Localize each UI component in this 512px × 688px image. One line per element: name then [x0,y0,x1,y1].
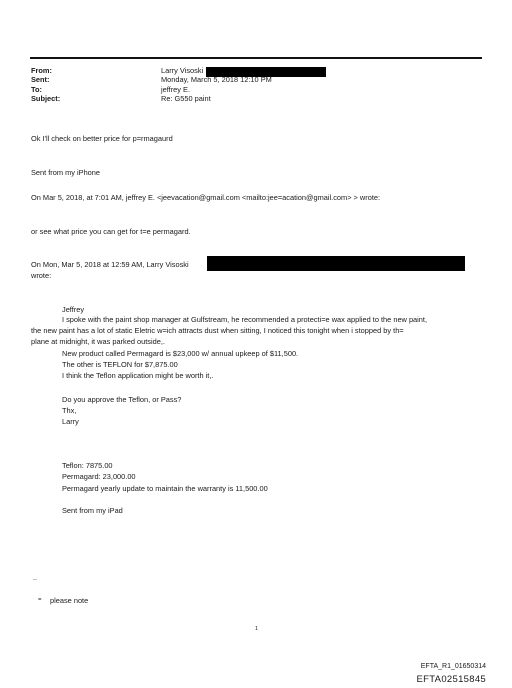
sent-row [31,76,326,85]
quoted-line: Jeffrey [62,305,85,314]
document-id: EFTA_R1_01650314 [420,663,486,670]
from-label: From: [31,66,52,76]
to-label: To: [31,84,42,94]
sent-value: Monday, March 5, 2018 12:10 PM [161,75,272,85]
email-header [31,67,326,104]
ellipsis-mark: .. [33,573,38,582]
quoted-line: Permagard yearly update to maintain the warranty is 11,500.00 [62,484,268,493]
body-line: On Mar 5, 2018, at 7:01 AM, jeffrey E. <jeevacation@gmail.com <mailto:jee=acation@gmail.com> > wrote: [31,193,381,202]
quoted-line: I think the Teflon application might be worth it,. [62,371,214,380]
body-line: On Mon, Mar 5, 2018 at 12:59 AM, Larry Visoski [31,260,189,269]
bullet-mark: = [38,597,42,603]
page-number: 1 [255,626,259,632]
quoted-line: Thx, [62,406,77,415]
sent-label: Sent: [31,75,50,85]
quoted-line: Teflon: 7875.00 [62,461,113,470]
subject-label: Subject: [31,93,61,103]
quoted-line: plane at midnight, it was parked outside,. [31,337,165,346]
body-line: Ok I'll check on better price for p=rmagaurd [31,134,173,143]
from-value: Larry Visoski [161,66,204,76]
quoted-line: the new paint has a lot of static Eletric w=ich attracts dust when sitting, I noticed this tonight when i stopped by th= [31,326,404,335]
body-line: wrote: [31,271,52,280]
body-line: or see what price you can get for t=e permagard. [31,227,191,236]
quoted-line: New product called Permagard is $23,000 w/ annual upkeep of $11,500. [62,349,299,358]
to-value: jeffrey E. [161,84,191,94]
note-line: please note [50,596,89,605]
quoted-line: Do you approve the Teflon, or Pass? [62,395,182,404]
bates-number: EFTA02515845 [416,674,486,685]
subject-value: Re: G550 paint [161,93,211,103]
quoted-line: I spoke with the paint shop manager at Gulfstream, he recommended a protecti=e wax applied to the new paint, [62,315,428,324]
redaction-box [207,256,465,271]
quoted-line: Sent from my iPad [62,506,123,515]
body-line: Sent from my iPhone [31,168,101,177]
quoted-line: Permagard: 23,000.00 [62,472,136,481]
header-rule [30,57,482,59]
quoted-line: The other is TEFLON for $7,875.00 [62,360,178,369]
subject-row [31,95,326,104]
quoted-line: Larry [62,417,79,426]
